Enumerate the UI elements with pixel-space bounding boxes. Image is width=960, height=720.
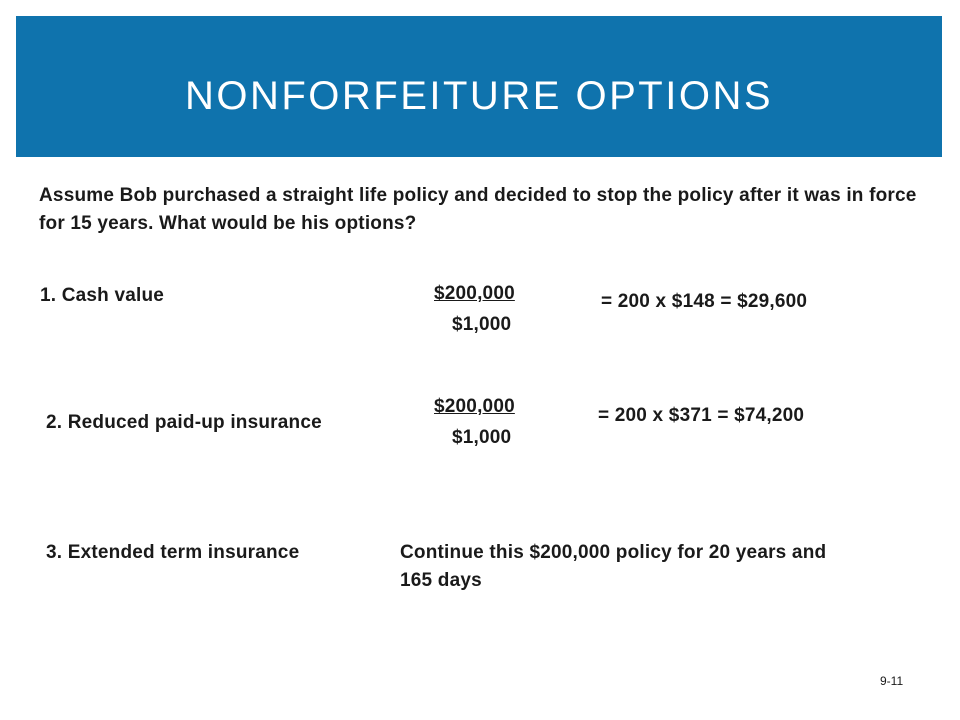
option-3-label: 3. Extended term insurance <box>46 542 300 563</box>
option-1-label: 1. Cash value <box>40 285 165 306</box>
option-1-denominator: $1,000 <box>452 314 512 335</box>
option-3-description: Continue this $200,000 policy for 20 years and 165 days <box>400 542 827 591</box>
title-banner <box>16 16 942 157</box>
slide-title: NONFORFEITURE OPTIONS <box>184 74 774 118</box>
option-1-calculation: = 200 x $148 = $29,600 <box>601 291 808 312</box>
option-1-numerator: $200,000 <box>434 283 515 304</box>
option-2-label: 2. Reduced paid-up insurance <box>46 412 322 433</box>
option-2-numerator: $200,000 <box>434 396 515 417</box>
option-2-denominator: $1,000 <box>452 427 512 448</box>
intro-paragraph: Assume Bob purchased a straight life policy and decided to stop the policy after it was in force for 15 years. What would be his options? <box>39 185 917 234</box>
option-2-calculation: = 200 x $371 = $74,200 <box>598 405 805 426</box>
slide-number: 9-11 <box>880 674 904 688</box>
